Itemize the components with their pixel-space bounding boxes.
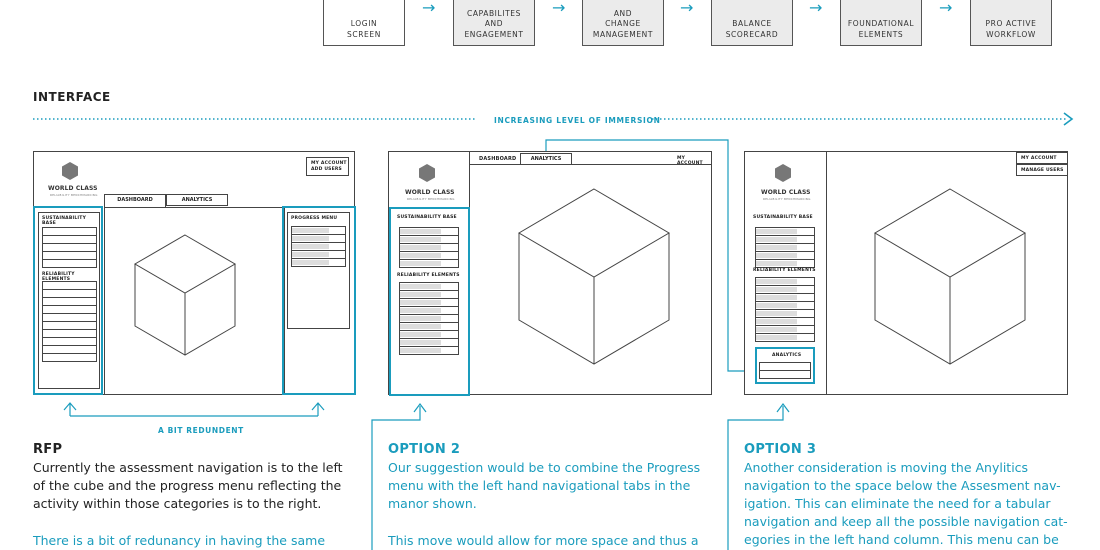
caption-option2-heading: OPTION 2 [388, 442, 461, 457]
hexagon-logo-icon [417, 162, 457, 202]
brand-name: WORLD CLASS [761, 189, 811, 196]
brand-name: WORLD CLASS [405, 189, 455, 196]
caption-option2-body: Our suggestion would be to combine the Progress menu with the left hand navigational tabs in the manor shown. [388, 460, 701, 511]
analytics-nav [755, 347, 815, 384]
arrow-right-icon: → [552, 0, 566, 17]
panel-label: ANALYTICS [772, 353, 802, 358]
isometric-cube-icon [130, 230, 250, 370]
account-link: MY ACCOUNT [1021, 156, 1057, 161]
hexagon-logo-icon [773, 162, 813, 202]
brand-tagline: RELIABILITY BENCHMARKING [50, 193, 98, 197]
nav-rows[interactable] [755, 277, 815, 342]
caption-rfp-body: Currently the assessment navigation is to the left of the cube and the progress menu reflecting the activity within those categories is to the right. [33, 460, 343, 511]
panel-label: SUSTAINABILITY BASE [753, 215, 813, 220]
arrow-right-icon: → [939, 0, 953, 17]
arrow-right-icon: → [680, 0, 694, 17]
caption-rfp-body2: There is a bit of redunancy in having the same [33, 533, 326, 548]
tab-analytics[interactable] [166, 194, 228, 206]
caption-option3-heading: OPTION 3 [744, 442, 817, 457]
my-account-button[interactable] [1016, 152, 1068, 164]
flow-step-label: FOUNDATIONAL ELEMENTS [847, 19, 915, 39]
highlight-left [389, 207, 470, 396]
isometric-cube-icon [870, 184, 1040, 374]
tab-analytics[interactable] [520, 153, 572, 165]
add-users-link[interactable]: ADD USERS [311, 167, 342, 172]
panel-label: SUSTAINABILITY BASE [42, 216, 87, 226]
isometric-cube-icon [514, 184, 684, 374]
flow-step-label: PRO ACTIVE WORKFLOW [985, 19, 1037, 39]
caption-rfp-heading: RFP [33, 442, 63, 457]
tab-underline [104, 207, 284, 208]
nav-rows[interactable] [755, 227, 815, 268]
caption-option3-body: Another consideration is moving the Anylitics navigation to the space below the Assesment nav-igation. This can eliminate the need for a tabular navigation and keep all the possible navigation cat-egories in the left hand column. This menu can be [744, 460, 1068, 547]
account-link[interactable]: MY ACCOUNT [677, 156, 703, 166]
tab-label: ANALYTICS [181, 197, 213, 203]
arrow-right-icon: → [422, 0, 436, 17]
highlight-left [33, 206, 103, 395]
tab-label: ANALYTICS [530, 156, 562, 162]
mockup-option3 [744, 151, 1068, 395]
immersion-label: INCREASING LEVEL OF IMMERSION [494, 116, 661, 125]
flow-step-label: LOGIN SCREEN [347, 19, 381, 39]
panel-label: RELIABILITY ELEMENTS [753, 268, 816, 273]
redundant-label: A BIT REDUNDENT [158, 426, 244, 435]
brand-tagline: RELIABILITY BENCHMARKING [407, 197, 455, 201]
panel-label: RELIABILITY ELEMENTS [42, 272, 75, 282]
brand-tagline: RELIABILITY BENCHMARKING [763, 197, 811, 201]
panel-label: RELIABILITY ELEMENTS [397, 273, 460, 278]
column-divider-left [104, 207, 105, 395]
panel-label: PROGRESS MENU [291, 216, 338, 221]
flow-step-label: AND CHANGE MANAGEMENT [592, 8, 654, 39]
section-title: INTERFACE [33, 90, 111, 104]
manage-users-link: MANAGE USERS [1021, 168, 1064, 173]
tab-dashboard[interactable]: DASHBOARD [479, 156, 517, 162]
column-divider [826, 152, 827, 395]
panel-label: SUSTAINABILITY BASE [397, 215, 457, 220]
brand-name: WORLD CLASS [48, 185, 98, 192]
account-menu[interactable] [306, 157, 349, 176]
caption-option2-body2: This move would allow for more space and thus a [388, 533, 699, 548]
manage-users-button[interactable] [1016, 164, 1068, 176]
tab-dashboard[interactable] [104, 194, 166, 208]
flow-step-label: BALANCE SCORECARD [725, 19, 779, 39]
flow-step-label: CAPABILITES AND ENGAGEMENT [464, 8, 524, 39]
mockup-option2 [388, 151, 712, 395]
arrow-right-icon: → [809, 0, 823, 17]
highlight-right [282, 206, 356, 395]
header-divider [469, 164, 712, 165]
account-link[interactable]: MY ACCOUNT [311, 161, 347, 166]
mockup-rfp [33, 151, 355, 395]
analytics-rows[interactable] [759, 362, 811, 379]
tab-label: DASHBOARD [117, 197, 153, 203]
